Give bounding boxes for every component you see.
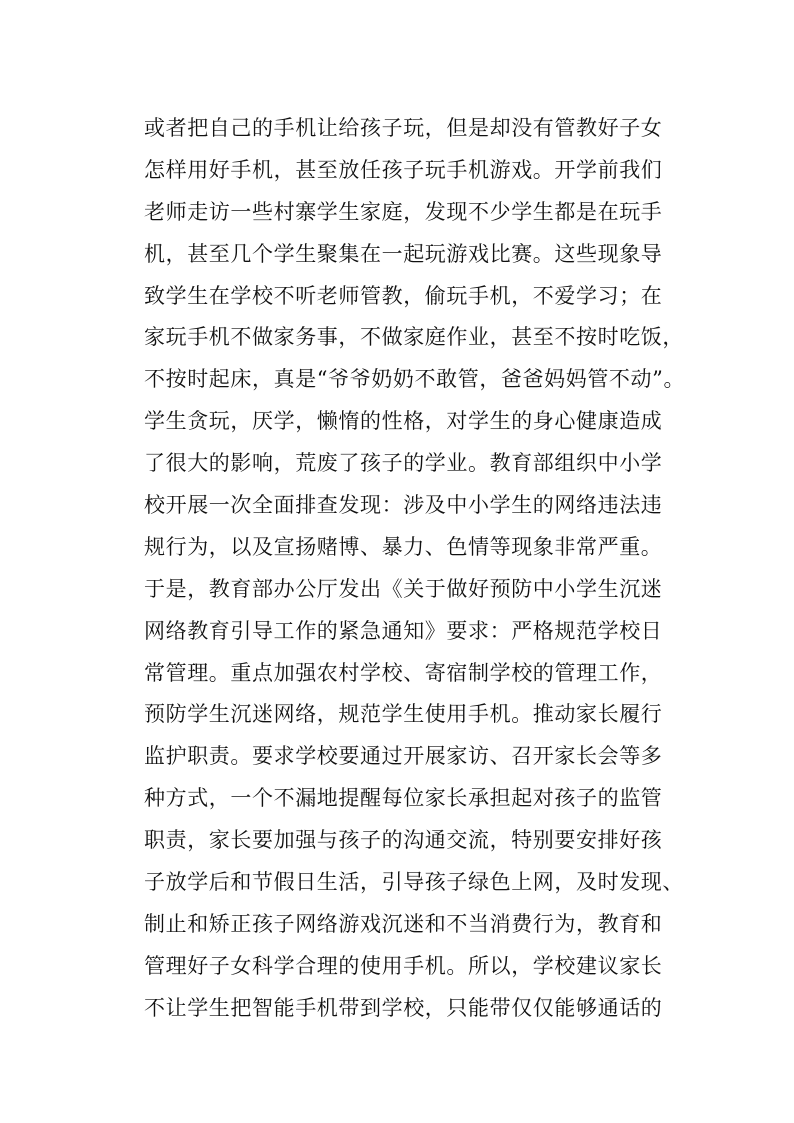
text-line: 家玩手机不做家务事，不做家庭作业，甚至不按时吃饭， xyxy=(144,325,684,350)
text-line: 致学生在学校不听老师管教，偷玩手机，不爱学习；在 xyxy=(144,283,663,308)
text-line: 常管理。重点加强农村学校、寄宿制学校的管理工作， xyxy=(144,660,663,685)
text-line: 了很大的影响，荒废了孩子的学业。教育部组织中小学 xyxy=(144,451,663,476)
text-line: 职责，家长要加强与孩子的沟通交流，特别要安排好孩 xyxy=(144,828,663,853)
text-line: 不按时起床，真是“爷爷奶奶不敢管，爸爸妈妈管不动”。 xyxy=(144,367,686,392)
text-line: 老师走访一些村寨学生家庭，发现不少学生都是在玩手 xyxy=(144,199,663,224)
text-line: 或者把自己的手机让给孩子玩，但是却没有管教好子女 xyxy=(144,116,663,140)
body-paragraph xyxy=(144,108,684,1030)
text-line: 机，甚至几个学生聚集在一起玩游戏比赛。这些现象导 xyxy=(144,241,663,266)
text-line: 不让学生把智能手机带到学校，只能带仅仅能够通话的 xyxy=(144,995,663,1020)
text-line: 制止和矫正孩子网络游戏沉迷和不当消费行为，教育和 xyxy=(144,911,663,936)
text-line: 管理好子女科学合理的使用手机。所以，学校建议家长 xyxy=(144,953,663,978)
text-line: 子放学后和节假日生活，引导孩子绿色上网，及时发现、 xyxy=(144,870,684,895)
text-line: 校开展一次全面排查发现：涉及中小学生的网络违法违 xyxy=(144,493,663,518)
text-line: 规行为，以及宣扬赌博、暴力、色情等现象非常严重。 xyxy=(144,534,663,559)
text-line: 学生贪玩，厌学，懒惰的性格，对学生的身心健康造成 xyxy=(144,409,663,434)
text-line: 种方式，一个不漏地提醒每位家长承担起对孩子的监管 xyxy=(144,786,663,811)
text-line: 网络教育引导工作的紧急通知》要求：严格规范学校日 xyxy=(144,618,663,643)
text-line: 监护职责。要求学校要通过开展家访、召开家长会等多 xyxy=(144,744,663,769)
text-line: 怎样用好手机，甚至放任孩子玩手机游戏。开学前我们 xyxy=(144,157,663,182)
text-line: 预防学生沉迷网络，规范学生使用手机。推动家长履行 xyxy=(144,702,663,727)
text-line: 于是，教育部办公厅发出《关于做好预防中小学生沉迷 xyxy=(144,576,663,601)
